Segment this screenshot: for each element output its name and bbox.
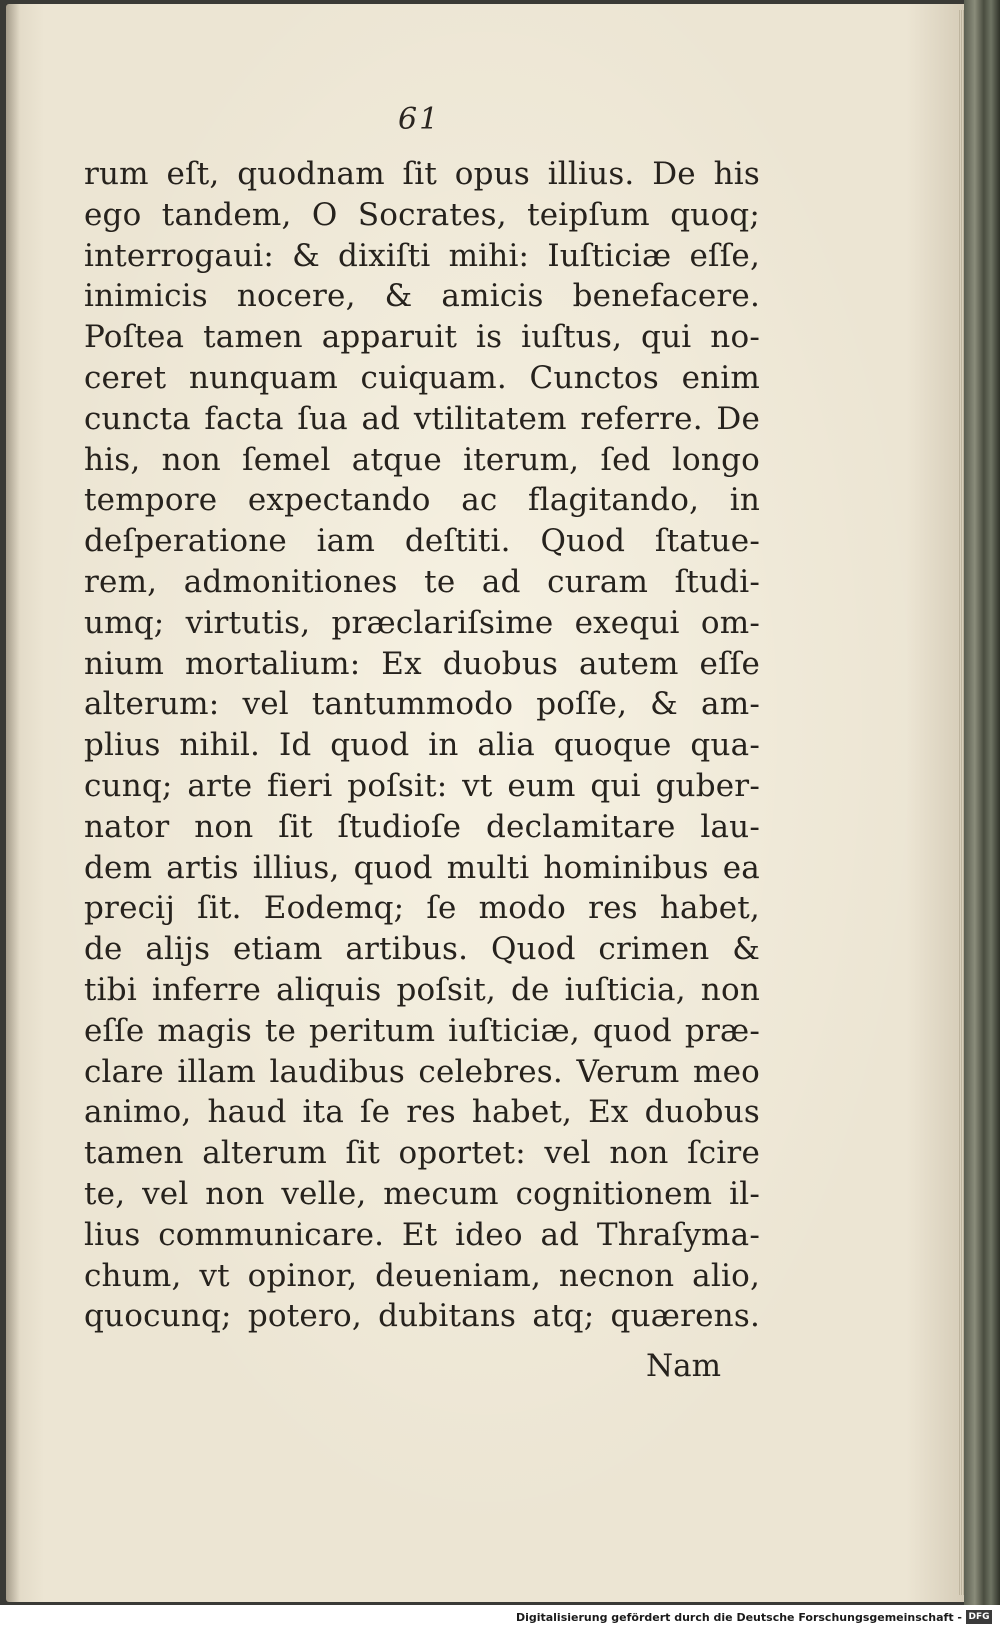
text-line: de alijs etiam artibus. Quod crimen &: [84, 931, 760, 968]
text-line: eſſe magis te peritum iuſticiæ, quod præ-: [84, 1012, 760, 1049]
footer-bar: [0, 1605, 1000, 1630]
text-line: dem artis illius, quod multi hominibus ea: [84, 849, 760, 886]
text-line: his, non ſemel atque iterum, ſed longo: [84, 441, 760, 478]
text-line: ceret nunquam cuiquam. Cunctos enim: [84, 359, 760, 396]
book-cover-edge: [964, 0, 1000, 1605]
binding-shadow: [6, 4, 20, 1602]
text-line: inimicis nocere, & amicis benefacere.: [84, 278, 760, 315]
text-line: tempore expectando ac flagitando, in: [84, 482, 760, 519]
text-line: alterum: vel tantummodo poſſe, & am-: [84, 686, 760, 723]
text-line: chum, vt opinor, deueniam, necnon alio,: [84, 1257, 760, 1294]
text-line: umq; virtutis, præclariſsime exequi om-: [84, 604, 760, 641]
body-text: [84, 154, 760, 1337]
text-line: rem, admonitiones te ad curam ſtudi-: [84, 563, 760, 600]
catchword: Nam: [646, 1348, 722, 1384]
text-line: precij ſit. Eodemq; ſe modo res habet,: [84, 890, 760, 927]
text-line: te, vel non velle, mecum cognitionem il-: [84, 1175, 760, 1212]
text-line: tamen alterum ſit oportet: vel non ſcire: [84, 1135, 760, 1172]
book-page: [6, 4, 964, 1602]
text-line: nator non ſit ſtudioſe declamitare lau-: [84, 808, 760, 845]
page-number: 61: [398, 102, 441, 137]
text-line: nium mortalium: Ex duobus autem eſſe: [84, 645, 760, 682]
text-line: cuncta facta ſua ad vtilitatem referre. De: [84, 400, 760, 437]
text-line: rum eſt, quodnam ſit opus illius. De his: [84, 156, 760, 192]
text-line: ego tandem, O Socrates, teipſum quoq;: [84, 196, 760, 233]
dfg-logo: DFG: [966, 1610, 992, 1624]
text-line: Poſtea tamen apparuit is iuſtus, qui no-: [84, 319, 760, 356]
text-line: plius nihil. Id quod in alia quoque qua-: [84, 727, 760, 764]
text-line: clare illam laudibus celebres. Verum meo: [84, 1053, 760, 1090]
text-line: cunq; arte fieri poſsit: vt eum qui guber-: [84, 767, 760, 804]
text-line: quocunq; potero, dubitans atq; quærens.: [84, 1298, 760, 1335]
text-line: interrogaui: & dixiſti mihi: Iuſticiæ eſſe,: [84, 237, 760, 274]
text-line: deſperatione iam deſtiti. Quod ſtatue-: [84, 523, 760, 560]
funding-credit: Digitalisierung gefördert durch die Deutsche Forschungsgemeinschaft -: [515, 1611, 962, 1624]
text-line: lius communicare. Et ideo ad Thraſyma-: [84, 1216, 760, 1253]
text-line: tibi inferre aliquis poſsit, de iuſticia, non: [84, 971, 760, 1008]
text-line: animo, haud ita ſe res habet, Ex duobus: [84, 1094, 760, 1131]
